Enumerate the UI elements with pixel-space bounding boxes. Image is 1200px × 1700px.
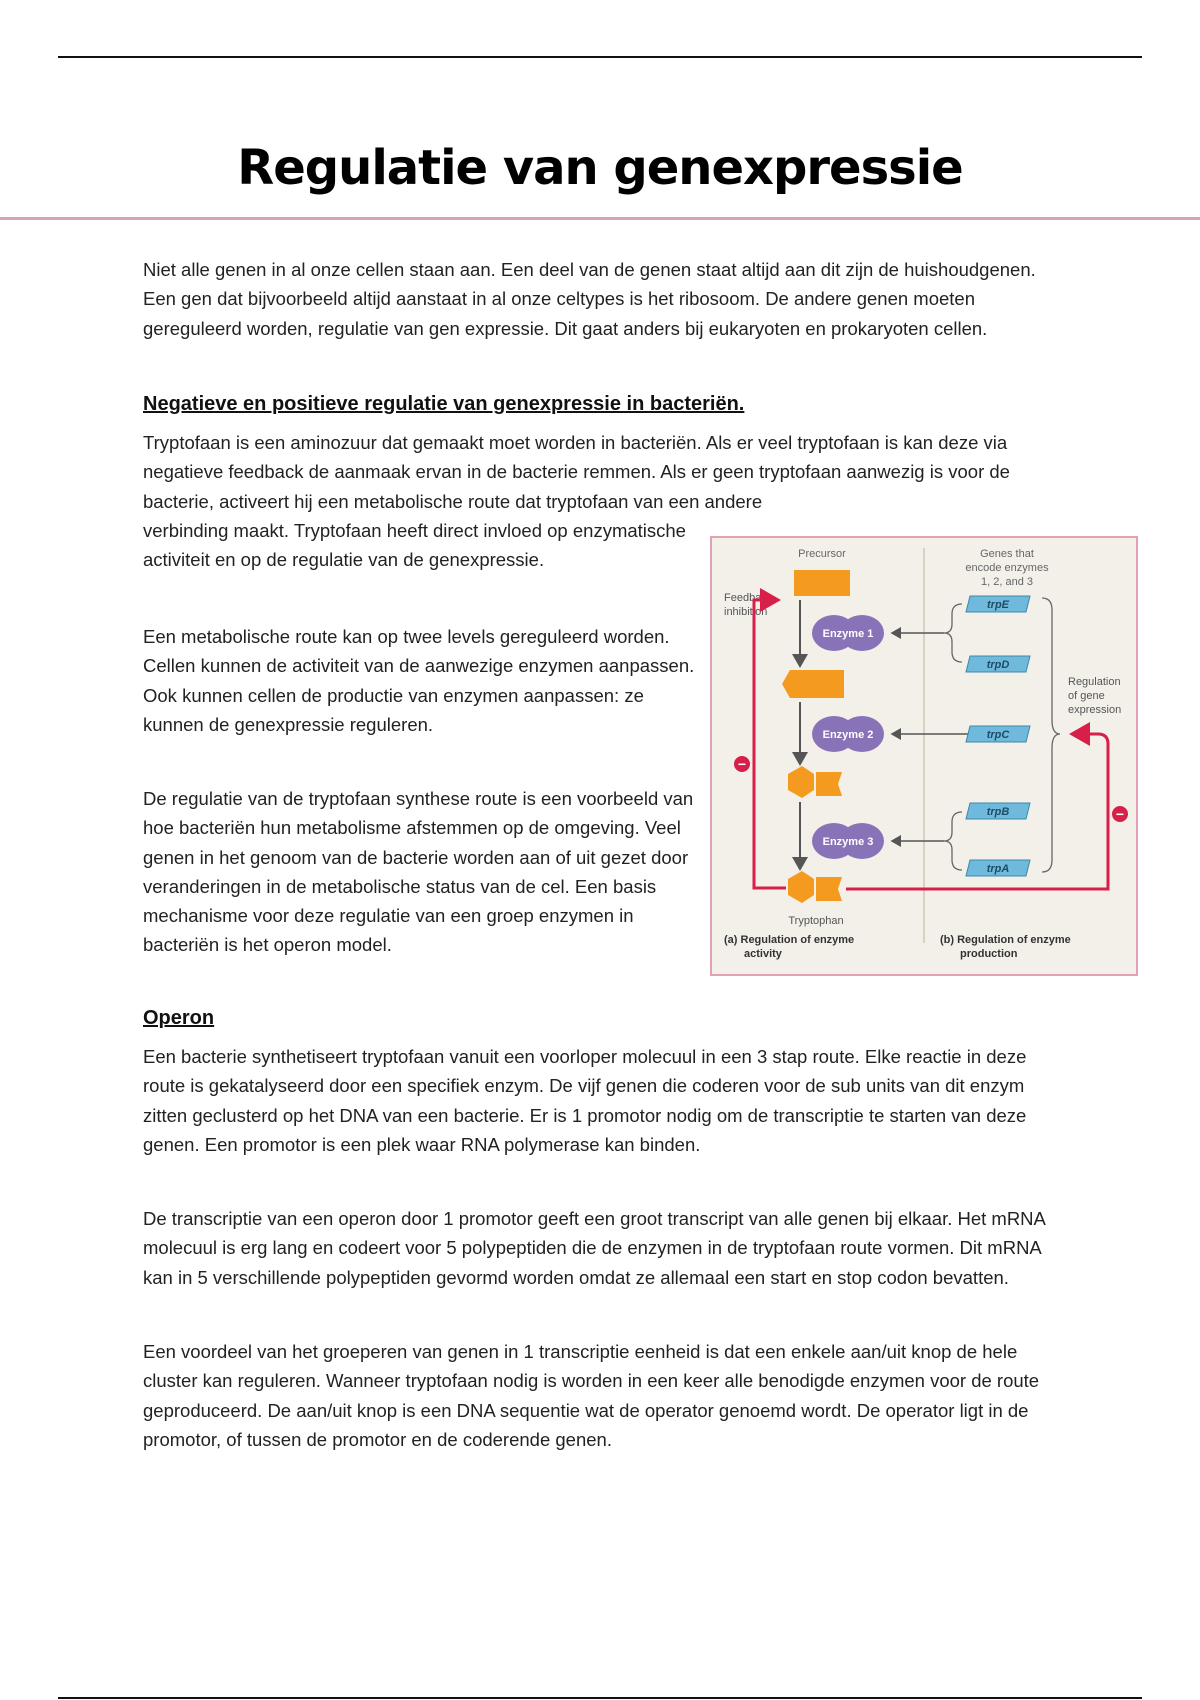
gene-trpC (966, 726, 1030, 742)
tryptophan-paragraph-top: Tryptofaan is een aminozuur dat gemaakt moet worden in bacteriën. Als er veel tryptofaan is kan deze via negatieve feedback de aanmaak ervan in de bacterie remmen. Als er geen tryptofaan aanwezig is voor de bacterie, activeert hij een metabolische route dat tryptofaan van een andere (143, 432, 1010, 512)
tryptophan-synthesis-paragraph: De regulatie van de tryptofaan synthese route is een voorbeeld van hoe bacteriën hun metabolisme afstemmen op de omgeving. Veel genen in het genoom van de bacterie worden aan of uit gezet door veranderingen in de metabolische status van de cel. Een basis mechanisme voor deze regulatie van een groep enzymen in bacteriën is het operon model. (143, 788, 694, 956)
enzyme-1 (812, 615, 884, 651)
svg-text:trpE: trpE (987, 599, 1009, 611)
bracket-gene-expression (1042, 598, 1060, 872)
metabolic-levels-paragraph: Een metabolische route kan op twee levels gereguleerd worden. Cellen kunnen de activiteit van de aanwezige enzymen aanpassen. Ook kunnen cellen de productie van enzymen aanpassen: ze kunnen de genexpressie reguleren. (143, 626, 695, 735)
svg-text:trpD: trpD (986, 659, 1010, 671)
top-rule (58, 56, 1142, 58)
gene-trpE (966, 596, 1030, 612)
enzyme-2-label: Enzyme 2 (822, 729, 874, 741)
svg-text:trpA: trpA (986, 863, 1010, 875)
genes-label-line1: Genes that (980, 548, 1034, 560)
feedback-inhibition-arrow (754, 600, 786, 888)
regulation-label-line1: Regulation (1068, 676, 1121, 688)
regulation-label-line3: expression (1068, 704, 1122, 716)
section-heading-operon: Operon (143, 1007, 215, 1029)
gene-trpA (966, 860, 1030, 876)
tryptophan-regulation-figure (710, 536, 1138, 976)
feedback-label-line2: inhibition (724, 606, 768, 618)
operon-paragraph-1: Een bacterie synthetiseert tryptofaan vanuit een voorloper molecuul in een 3 stap route. Elke reactie in deze route is gekatalyseerd door een specifiek enzym. De vijf genen die coderen voor de sub units van dit enzym zitten geclusterd op het DNA van een bacterie. Er is 1 promotor nodig om de transcriptie te starten van deze genen. Een promotor is een plek waar RNA polymerase kan binden. (143, 1046, 1027, 1155)
caption-b-line1: (b) Regulation of enzyme (940, 934, 1071, 946)
title-underline (0, 217, 1200, 220)
bottom-rule (58, 1697, 1142, 1699)
caption-b-line2: production (960, 948, 1018, 960)
precursor-molecule (794, 570, 850, 596)
tryptophan-label: Tryptophan (788, 915, 844, 927)
intermediate-molecule-2-hex (788, 766, 814, 798)
genes-label-line2: encode enzymes (965, 562, 1049, 574)
intro-paragraph: Niet alle genen in al onze cellen staan aan. Een deel van de genen staat altijd aan dit zijn de huishoudgenen. Een gen dat bijvoorbeeld altijd aanstaat in al onze celtypes is het ribosoom. De andere genen moeten gereguleerd worden, regulatie van gen expressie. Dit gaat anders bij eukaryoten en prokaryoten cellen. (143, 259, 1036, 339)
regulation-label-line2: of gene (1068, 690, 1105, 702)
svg-text:trpB: trpB (986, 806, 1010, 818)
tryptophan-paragraph-cont: verbinding maakt. Tryptofaan heeft direct invloed op enzymatische activiteit en op de regulatie van de genexpressie. (143, 520, 686, 571)
tryptophan-molecule-tail (816, 877, 842, 901)
feedback-minus-sign: − (737, 756, 747, 772)
gene-trpD (966, 656, 1030, 672)
regulation-minus-sign: − (1115, 806, 1125, 822)
genes-label-line3: 1, 2, and 3 (981, 576, 1033, 588)
operon-paragraph-2: De transcriptie van een operon door 1 promotor geeft een groot transcript van alle genen bij elkaar. Het mRNA molecuul is erg lang en codeert voor 5 polypeptiden die de enzymen in de tryptofaan route vormen. Dit mRNA kan in 5 verschillende polypeptiden gevormd worden omdat ze allemaal een start en stop codon bevatten. (143, 1208, 1045, 1288)
tryptophan-molecule-hex (788, 871, 814, 903)
enzyme-1-label: Enzyme 1 (822, 628, 874, 640)
bracket-enzyme3 (944, 812, 962, 870)
caption-a-line1: (a) Regulation of enzyme (724, 934, 855, 946)
page-title: Regulatie van genexpressie (237, 140, 963, 196)
section-heading-regulation: Negatieve en positieve regulatie van genexpressie in bacteriën. (143, 393, 745, 415)
intermediate-molecule-2-tail (816, 772, 842, 796)
bracket-enzyme1 (944, 604, 962, 662)
enzyme-3 (812, 823, 884, 859)
enzyme-2 (812, 716, 884, 752)
caption-a-line2: activity (744, 948, 782, 960)
operon-paragraph-3: Een voordeel van het groeperen van genen in 1 transcriptie eenheid is dat een enkele aan/uit knop de hele cluster kan reguleren. Wanneer tryptofaan nodig is worden in een keer alle benodigde enzymen voor de route geproduceerd. De aan/uit knop is een DNA sequentie wat de operator genoemd wordt. De operator ligt in de promotor, of tussen de promotor en de coderende genen. (143, 1341, 1040, 1450)
intermediate-molecule-1 (782, 670, 844, 698)
gene-trpB (966, 803, 1030, 819)
feedback-label-line1: Feedback (724, 592, 773, 604)
svg-text:trpC: trpC (986, 729, 1010, 741)
precursor-label: Precursor (798, 548, 846, 560)
enzyme-3-label: Enzyme 3 (822, 836, 874, 848)
